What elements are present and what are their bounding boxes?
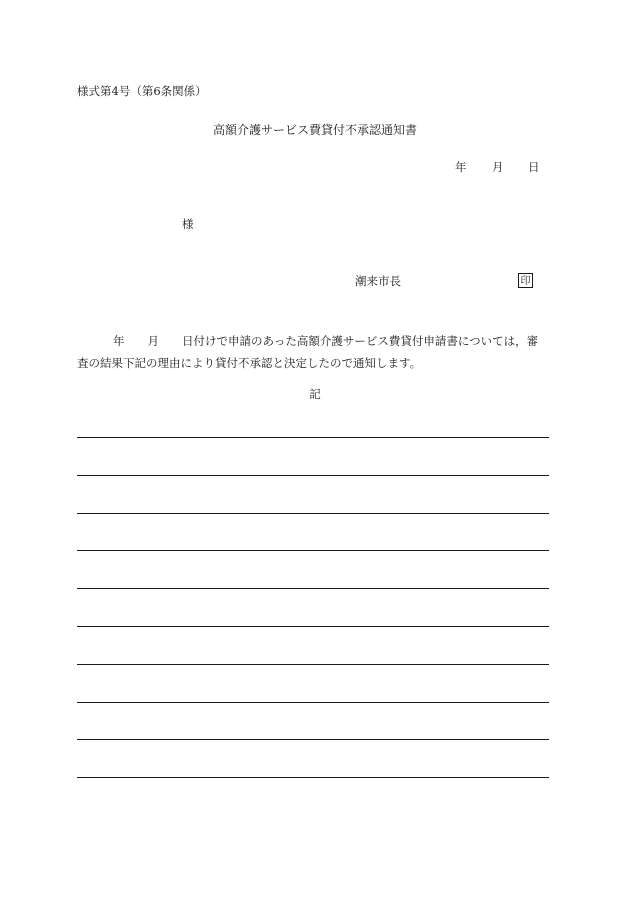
form-number: 様式第4号（第6条関係）	[77, 84, 207, 98]
body-year-label: 年	[113, 334, 125, 348]
seal-mark: 印	[518, 273, 533, 288]
reason-line	[77, 702, 549, 703]
reason-line	[77, 550, 549, 551]
date-year-label: 年	[455, 160, 467, 174]
reason-line	[77, 626, 549, 627]
ki-heading: 記	[309, 387, 321, 401]
date-field	[455, 162, 545, 176]
date-month-label: 月	[492, 160, 504, 174]
reason-line	[77, 739, 549, 740]
reason-line	[77, 777, 549, 778]
notice-body-line-2: 査の結果下記の理由により貸付不承認と決定したので通知します。	[77, 356, 422, 370]
notice-body-line-1	[77, 330, 551, 352]
reason-line	[77, 475, 549, 476]
notice-body	[77, 330, 551, 374]
reason-line	[77, 513, 549, 514]
body-line-1-text: 日付けで申請のあった高額介護サービス費貸付申請書については，審	[182, 334, 539, 348]
reason-line	[77, 664, 549, 665]
addressee-suffix: 様	[182, 217, 194, 231]
reason-line	[77, 437, 549, 438]
reason-line	[77, 588, 549, 589]
document-title: 高額介護サービス費貸付不承認通知書	[212, 123, 417, 137]
body-month-label: 月	[147, 334, 159, 348]
issuer-name: 潮来市長	[355, 274, 401, 288]
date-day-label: 日	[528, 160, 540, 174]
